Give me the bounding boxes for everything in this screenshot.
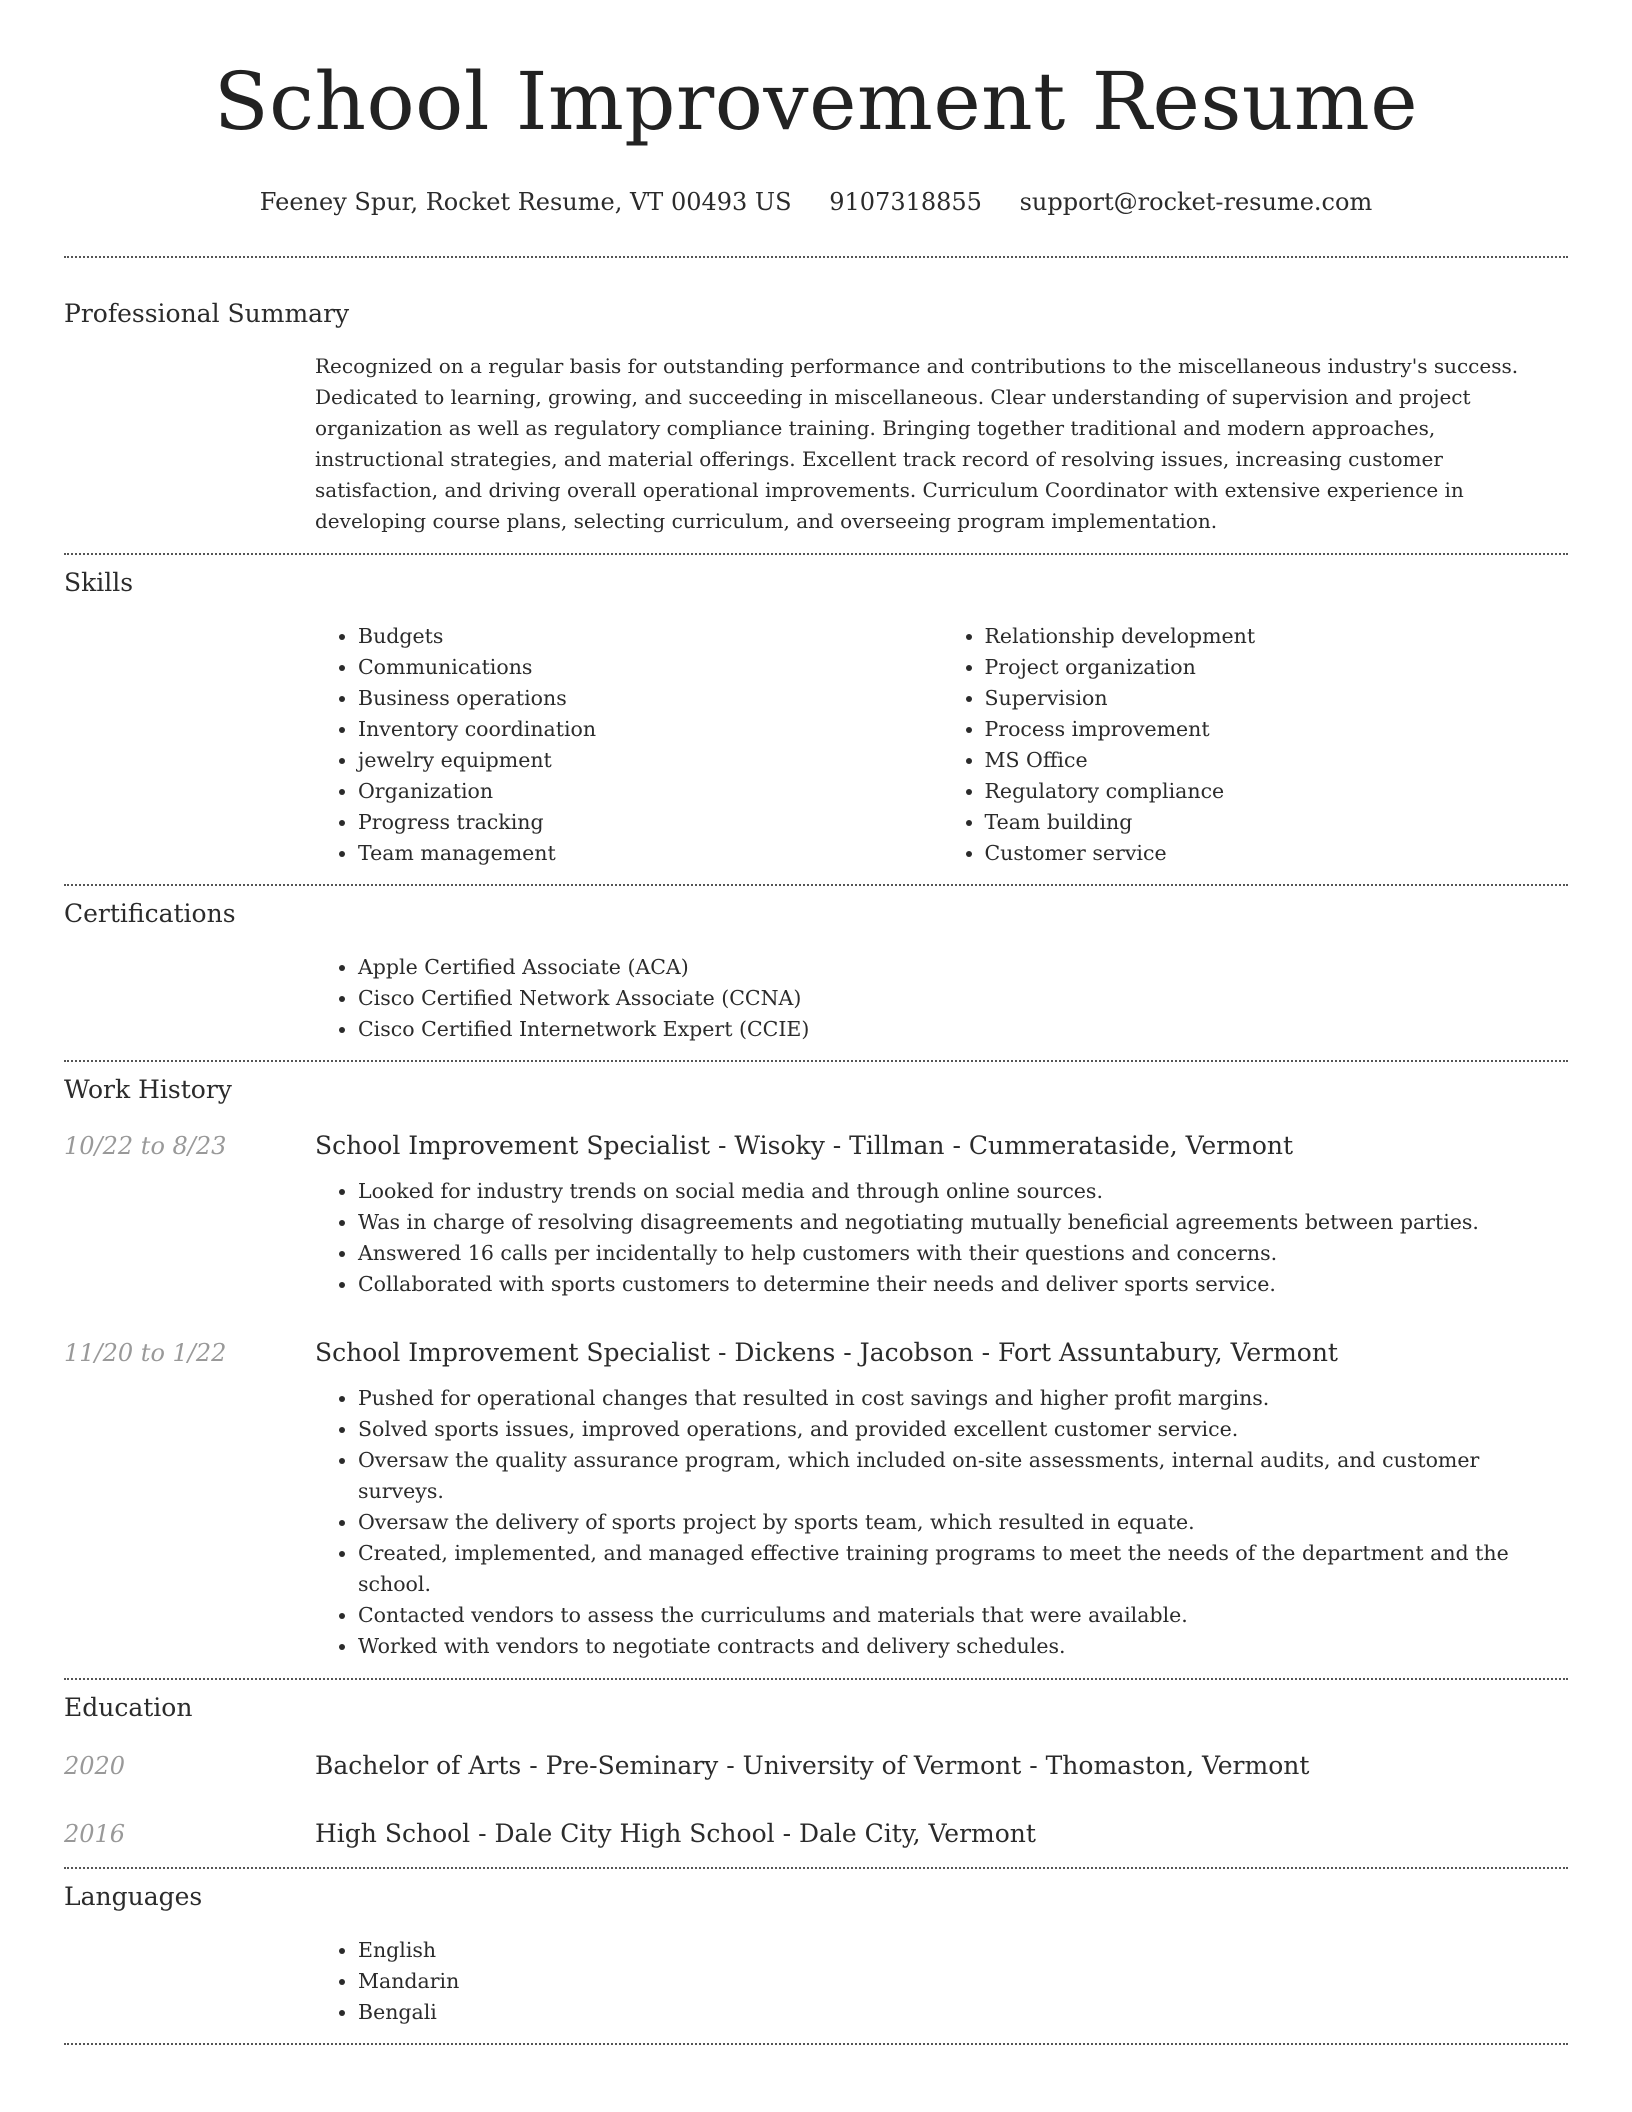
list-item: • Bengali: [358, 1997, 1568, 2028]
languages-heading: Languages: [64, 1882, 203, 1911]
job-title: School Improvement Specialist - Dickens - Jacobson - Fort Assuntabury, Vermont: [315, 1338, 1338, 1367]
list-item: • Pushed for operational changes that resulted in cost savings and higher profit margins.: [358, 1383, 1568, 1414]
summary-text: Recognized on a regular basis for outstanding performance and contributions to the miscellaneous industry's success. Dedicated to learning, growing, and succeeding in miscellaneous. Clear understanding of supervision and project organization as well as regulatory compliance training. Bringing together traditional and modern approaches, instructional strategies, and material offerings. Excellent track record of resolving issues, increasing customer satisfaction, and driving overall operational improvements. Curriculum Coordinator with extensive experience in developing course plans, selecting curriculum, and overseeing program implementation.: [315, 354, 1519, 533]
certifications-section: [64, 897, 1568, 1045]
skills-heading: Skills: [64, 568, 134, 597]
education-heading: Education: [64, 1693, 193, 1722]
list-item: • Process improvement: [985, 714, 1569, 745]
certifications-heading: Certifications: [64, 899, 236, 928]
education-year: 2016: [64, 1820, 126, 1848]
divider: [64, 1867, 1568, 1869]
contact-address: Feeney Spur, Rocket Resume, VT 00493 US: [259, 188, 792, 216]
list-item: • Budgets: [358, 621, 942, 652]
languages-section: [64, 1880, 1568, 2028]
list-item: • Project organization: [985, 652, 1569, 683]
list-item: • Collaborated with sports customers to determine their needs and deliver sports service.: [358, 1269, 1568, 1300]
divider: [64, 1678, 1568, 1680]
list-item: • Customer service: [985, 838, 1569, 869]
list-item: • Cisco Certified Network Associate (CCNA): [358, 983, 1568, 1014]
list-item: • Apple Certified Associate (ACA): [358, 952, 1568, 983]
job-bullets: [315, 1383, 1568, 1662]
divider: [64, 2043, 1568, 2045]
list-item: • Business operations: [358, 683, 942, 714]
list-item: • Communications: [358, 652, 942, 683]
education-year: 2020: [64, 1752, 126, 1780]
divider: [64, 256, 1568, 258]
list-item: • Progress tracking: [358, 807, 942, 838]
contact-phone: 9107318855: [829, 188, 982, 216]
skills-grid: [315, 621, 1568, 869]
list-item: • MS Office: [985, 745, 1569, 776]
job-title: School Improvement Specialist - Wisoky - Tillman - Cummerataside, Vermont: [315, 1131, 1294, 1160]
certifications-list: [315, 952, 1568, 1045]
skills-list-right: [942, 621, 1569, 869]
list-item: • Supervision: [985, 683, 1569, 714]
resume-title: School Improvement Resume: [213, 55, 1419, 148]
education-section: [64, 1691, 1568, 1851]
divider: [64, 1060, 1568, 1062]
languages-body: [315, 1935, 1568, 2028]
list-item: • Created, implemented, and managed effective training programs to meet the needs of the department and the school.: [358, 1538, 1568, 1600]
list-item: • Cisco Certified Internetwork Expert (CCIE): [358, 1014, 1568, 1045]
education-entry: [64, 1749, 1568, 1783]
languages-list: [315, 1935, 1568, 2028]
job-dates: 10/22 to 8/23: [64, 1132, 227, 1160]
job-dates: 11/20 to 1/22: [64, 1339, 227, 1367]
list-item: • Was in charge of resolving disagreements and negotiating mutually beneficial agreements between parties.: [358, 1207, 1568, 1238]
job-bullets: [315, 1176, 1568, 1300]
summary-heading: Professional Summary: [64, 299, 350, 328]
list-item: • Team building: [985, 807, 1569, 838]
list-item: • Oversaw the delivery of sports project by sports team, which resulted in equate.: [358, 1507, 1568, 1538]
list-item: • Worked with vendors to negotiate contracts and delivery schedules.: [358, 1631, 1568, 1662]
list-item: • Solved sports issues, improved operations, and provided excellent customer service.: [358, 1414, 1568, 1445]
divider: [64, 884, 1568, 886]
list-item: • Mandarin: [358, 1966, 1568, 1997]
list-item: • Organization: [358, 776, 942, 807]
contact-line: [64, 186, 1568, 218]
list-item: • Team management: [358, 838, 942, 869]
list-item: • Regulatory compliance: [985, 776, 1569, 807]
work-section: [64, 1073, 1568, 1662]
certifications-body: [315, 952, 1568, 1045]
education-detail: High School - Dale City High School - Dale City, Vermont: [315, 1819, 1036, 1848]
job-entry: [64, 1336, 1568, 1662]
skills-section: [64, 566, 1568, 869]
divider: [64, 553, 1568, 555]
list-item: • Looked for industry trends on social media and through online sources.: [358, 1176, 1568, 1207]
work-heading: Work History: [64, 1075, 232, 1104]
job-entry: [64, 1129, 1568, 1300]
education-detail: Bachelor of Arts - Pre-Seminary - University of Vermont - Thomaston, Vermont: [315, 1751, 1310, 1780]
list-item: • jewelry equipment: [358, 745, 942, 776]
list-item: • Oversaw the quality assurance program, which included on-site assessments, internal audits, and customer surveys.: [358, 1445, 1568, 1507]
list-item: • Inventory coordination: [358, 714, 942, 745]
list-item: • Answered 16 calls per incidentally to help customers with their questions and concerns.: [358, 1238, 1568, 1269]
education-entry: [64, 1817, 1568, 1851]
list-item: • English: [358, 1935, 1568, 1966]
contact-email: support@rocket-resume.com: [1019, 188, 1373, 216]
skills-list-left: [315, 621, 942, 869]
summary-body: [315, 351, 1568, 537]
resume-page: [64, 0, 1568, 2045]
summary-section: [64, 297, 1568, 537]
list-item: • Contacted vendors to assess the curriculums and materials that were available.: [358, 1600, 1568, 1631]
list-item: • Relationship development: [985, 621, 1569, 652]
